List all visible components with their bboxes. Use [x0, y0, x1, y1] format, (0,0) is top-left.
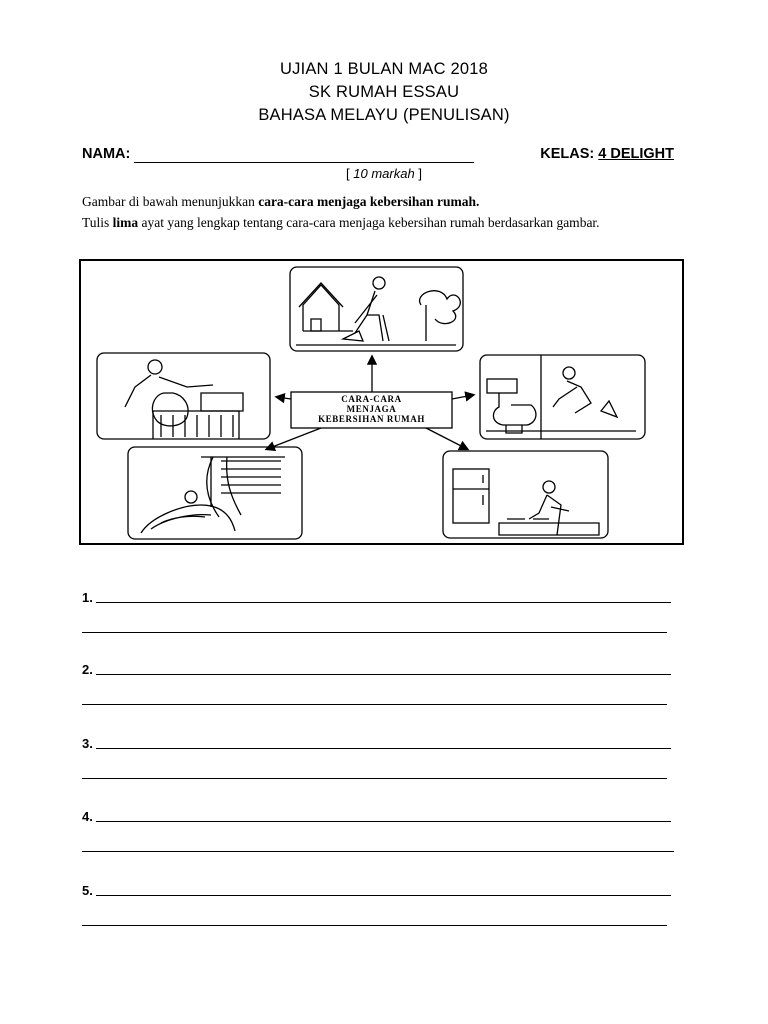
answer-row-5: [82, 883, 674, 943]
subject-name: BAHASA MELAYU (PENULISAN): [258, 106, 510, 124]
answer-line[interactable]: [82, 632, 667, 633]
answer-row-3: [82, 736, 674, 796]
instruction-2: [82, 213, 674, 232]
answer-line[interactable]: [96, 748, 671, 749]
answer-number: 3.: [82, 736, 93, 751]
illustration-panel: [79, 259, 684, 545]
instruction-2-pre: Tulis: [82, 215, 113, 230]
answer-line[interactable]: [96, 674, 671, 675]
center-label-line-3: KEBERSIHAN RUMAH: [318, 414, 425, 424]
folding-clothes-scene: [128, 447, 302, 539]
marks-note: [0, 166, 768, 181]
answer-line[interactable]: [82, 704, 667, 705]
school-name: SK RUMAH ESSAU: [308, 83, 460, 101]
sweeping-scene: [290, 267, 463, 351]
answer-number: 5.: [82, 883, 93, 898]
garbage-scene: [97, 353, 270, 439]
instruction-1-text: Gambar di bawah menunjukkan: [82, 194, 259, 209]
class-value: 4 DELIGHT: [598, 146, 674, 162]
exam-title: UJIAN 1 BULAN MAC 2018: [280, 60, 488, 78]
marks-close: ]: [414, 166, 422, 181]
answer-line[interactable]: [96, 602, 671, 603]
answer-number: 4.: [82, 809, 93, 824]
class-label: [540, 146, 674, 162]
answer-line[interactable]: [96, 895, 671, 896]
answer-row-2: [82, 662, 674, 722]
name-label: NAMA:: [82, 146, 131, 162]
student-info-row: [82, 146, 674, 168]
instruction-2-bold: lima: [112, 215, 139, 230]
name-field-line[interactable]: [134, 162, 474, 163]
answer-line[interactable]: [82, 851, 674, 852]
kitchen-cleaning-scene: [443, 451, 608, 538]
answer-line[interactable]: [96, 821, 671, 822]
center-label: [293, 394, 450, 426]
answer-number: 2.: [82, 662, 93, 677]
answer-row-1: [82, 590, 674, 650]
instruction-1: [82, 192, 674, 211]
center-label-line-2: MENJAGA: [346, 404, 397, 414]
answer-row-4: [82, 809, 674, 869]
marks-open: [: [346, 166, 354, 181]
center-label-line-1: CARA-CARA: [341, 394, 402, 404]
answer-line[interactable]: [82, 925, 667, 926]
marks-value: 10 markah: [353, 166, 415, 181]
toilet-cleaning-scene: [480, 355, 645, 439]
instruction-1-bold: cara-cara menjaga kebersihan rumah.: [258, 194, 480, 209]
answer-line[interactable]: [82, 778, 667, 779]
answer-number: 1.: [82, 590, 93, 605]
class-label-text: KELAS:: [540, 146, 599, 162]
instruction-2-post: ayat yang lengkap tentang cara-cara menjaga kebersihan rumah berdasarkan gambar.: [138, 215, 600, 230]
